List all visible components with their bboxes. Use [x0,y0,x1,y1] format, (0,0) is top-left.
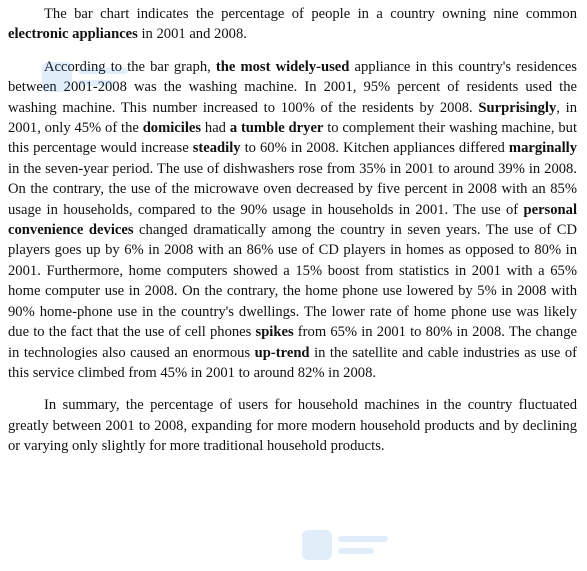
text-run: According to the bar graph, [44,58,216,75]
text-run: in the seven-year period. The use of dishwashers rose from 35% in 2001 to around 39% in 2008. On the contrary, the use of the microwave oven decreased by five percent in 2008 with an 85% usage in households, compared to the 90% usage in households in 2001. The use of [8,160,577,218]
text-run: in the satellite and cable industries as use of this service climbed from 45% in 2001 to around 82% in 2008. [8,344,578,381]
text-run: appliance in this country's residences between 2001-2008 was the washing machine. In 2001, 95% percent of residents used the washing machine. This number increased to 100% of the residents by 2008. [8,58,577,116]
bold-phrase: spikes [255,324,294,341]
bold-phrase: steadily [192,140,241,157]
text-run: The bar chart indicates the percentage of people in a country owning nine common [44,6,577,22]
bold-phrase: electronic appliances [8,26,138,43]
text-run: changed dramatically among the country in seven years. The use of CD players goes up by 6% in 2008 with an 86% use of CD players in homes as opposed to 80% in 2001. Furthermore, home computers showed a 15% boost from statistics in 2001 with a 65% home computer use in 2008. On the contrary, the home phone use lowered by 5% in 2008 with 90% home-phone use in the country's dwellings. The lower rate of home phone use was likely due to the fact that the use of cell phones [8,222,577,341]
text-run: In summary, the percentage of users for household machines in the country fluctuated greatly between 2001 to 2008, expanding for more modern household products and by declining or varying only slightly for more traditional household products. [8,397,577,455]
text-run: from 65% in 2001 to 80% in 2008. The change in technologies also caused an enormous [8,324,577,361]
paragraph-body [8,57,577,384]
paragraph-summary [8,395,577,456]
text-run: to complement their washing machine, but this percentage would increase [8,120,577,157]
paragraph-intro [8,4,577,45]
bold-phrase: the most widely-used [215,58,350,75]
bold-phrase: up-trend [254,344,310,361]
bold-phrase: marginally [508,140,578,157]
bold-phrase: domiciles [142,120,202,137]
text-run: to 60% in 2008. Kitchen appliances differed [240,140,509,157]
bold-phrase: a tumble dryer [229,120,324,137]
text-run: , in 2001, only 45% of the [8,99,577,137]
bold-phrase: Surprisingly [478,99,557,116]
text-run: had [201,120,230,137]
bold-phrase: personal convenience devices [8,201,577,239]
text-run: in 2001 and 2008. [137,26,247,43]
